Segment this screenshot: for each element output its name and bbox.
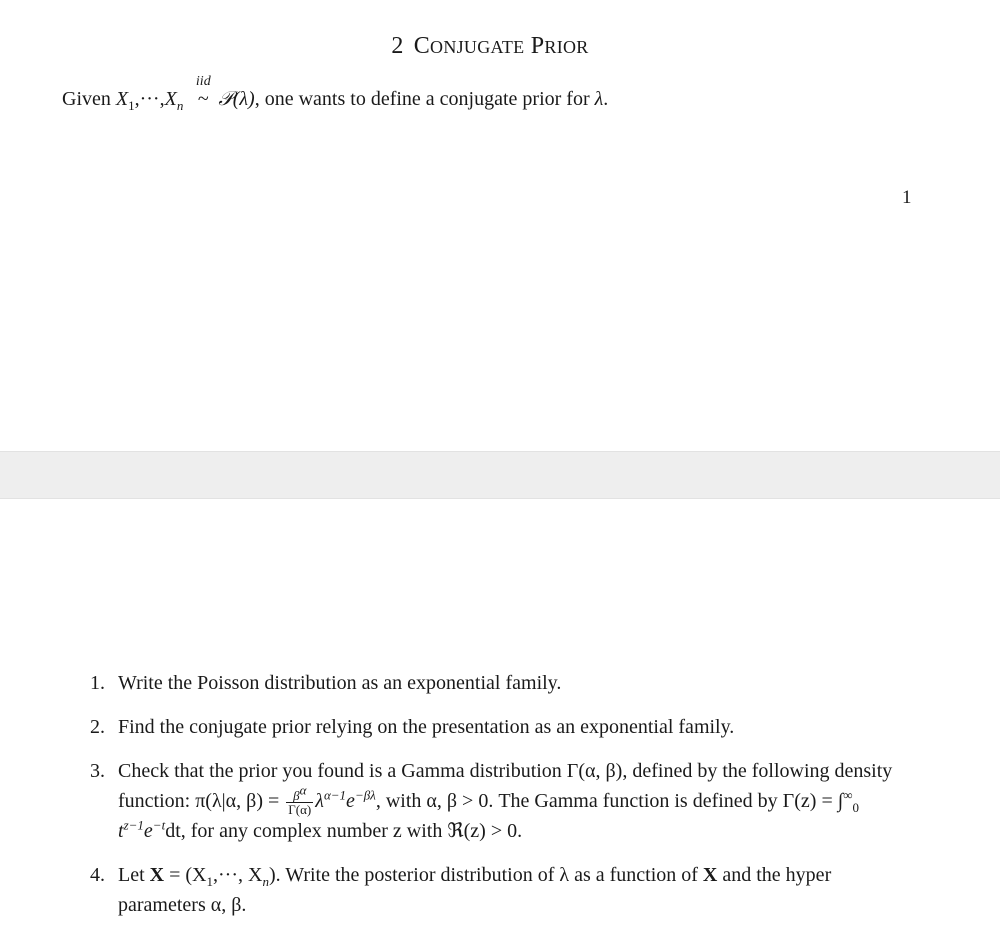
exercise-item: 4. Let $X = (X_1,\cdot\cdot\cdot$, $X_n$). Write the posterior distribution of λ as a function of X and the hyper parameters α, β.: [90, 864, 832, 916]
section-number: 2: [391, 33, 404, 59]
exercise-list: [90, 668, 920, 934]
exercise-item: 1. Write the Poisson distribution as an exponential family.: [90, 672, 562, 694]
intro-sentence: Given $X_1,\cdot\cdot\cdot,X_n$ iid ~ 𝒫(λ), one wants to define a conjugate prior for λ.: [62, 74, 609, 113]
section-title: 2 CONJUGATE PRIOR: [391, 33, 589, 59]
document-page-top: [0, 0, 1000, 451]
page-separator: [0, 451, 1000, 499]
iid-tilde: iid ~: [195, 74, 211, 110]
exercise-item: 2. Find the conjugate prior relying on the presentation as an exponential family.: [90, 716, 735, 738]
exercise-item: 3. Check that the prior you found is a Gamma distribution Γ(α, β), defined by the following density function: π(λ|α, β) = $\frac{\beta^\alpha}{\Gamma(\alpha)}$ $\lambda^{\alpha-1}e^{-\beta\lambda}$, with α, β > 0. The Gamma function is defined by $\Gamma(z) = \int^\infty_0$ $t^{z-1}e^{-t}dt$, for any complex number z with ℜ(z) > 0.: [90, 760, 893, 842]
gamma-fraction: $\frac{\beta^\alpha}{\Gamma(\alpha)}$: [288, 782, 312, 817]
page-number: 1: [902, 187, 912, 208]
